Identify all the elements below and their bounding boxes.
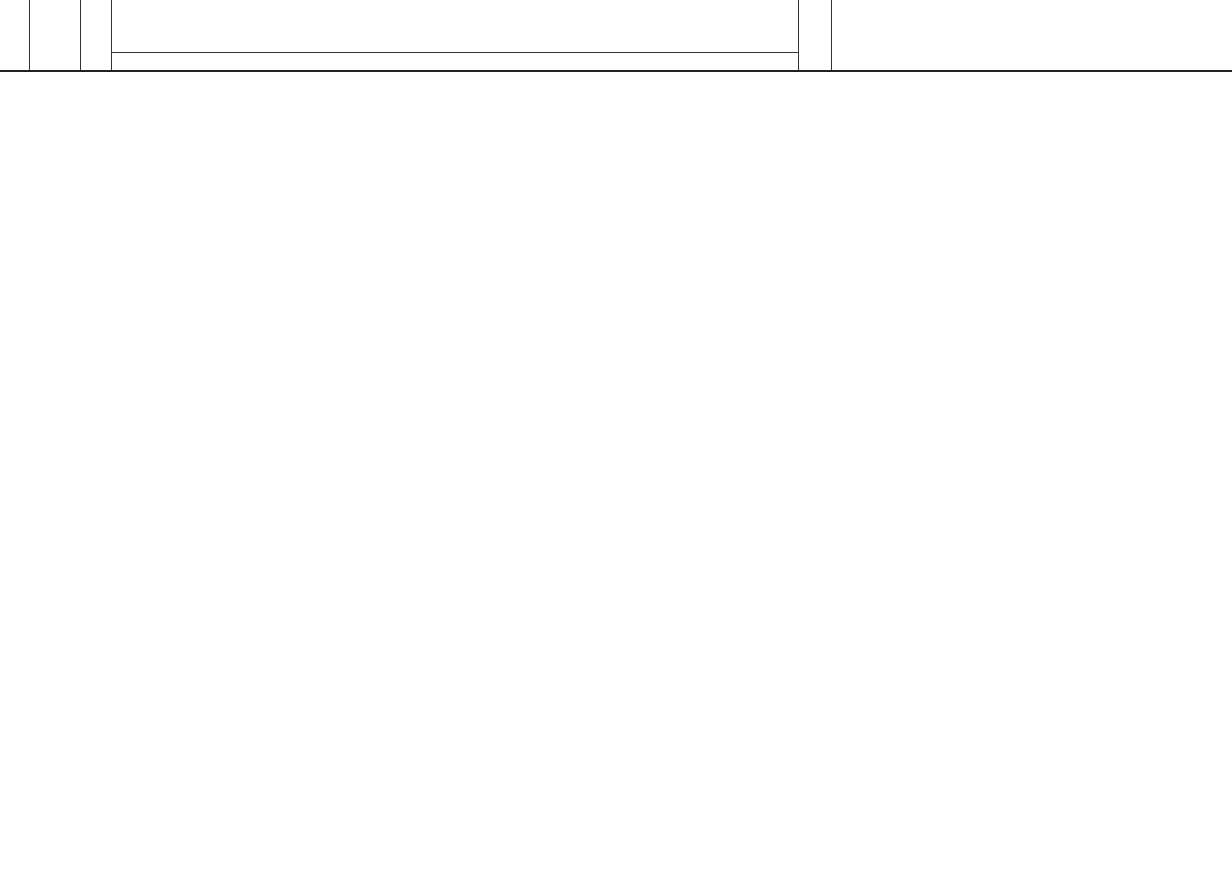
header-round-label bbox=[0, 0, 30, 70]
header bbox=[0, 0, 1232, 72]
header-sublabels bbox=[30, 0, 81, 70]
header-result bbox=[798, 0, 832, 70]
column-numbers bbox=[112, 52, 798, 71]
header-predict bbox=[81, 0, 112, 70]
slogan-box bbox=[832, 0, 1232, 70]
notice bbox=[112, 0, 790, 52]
